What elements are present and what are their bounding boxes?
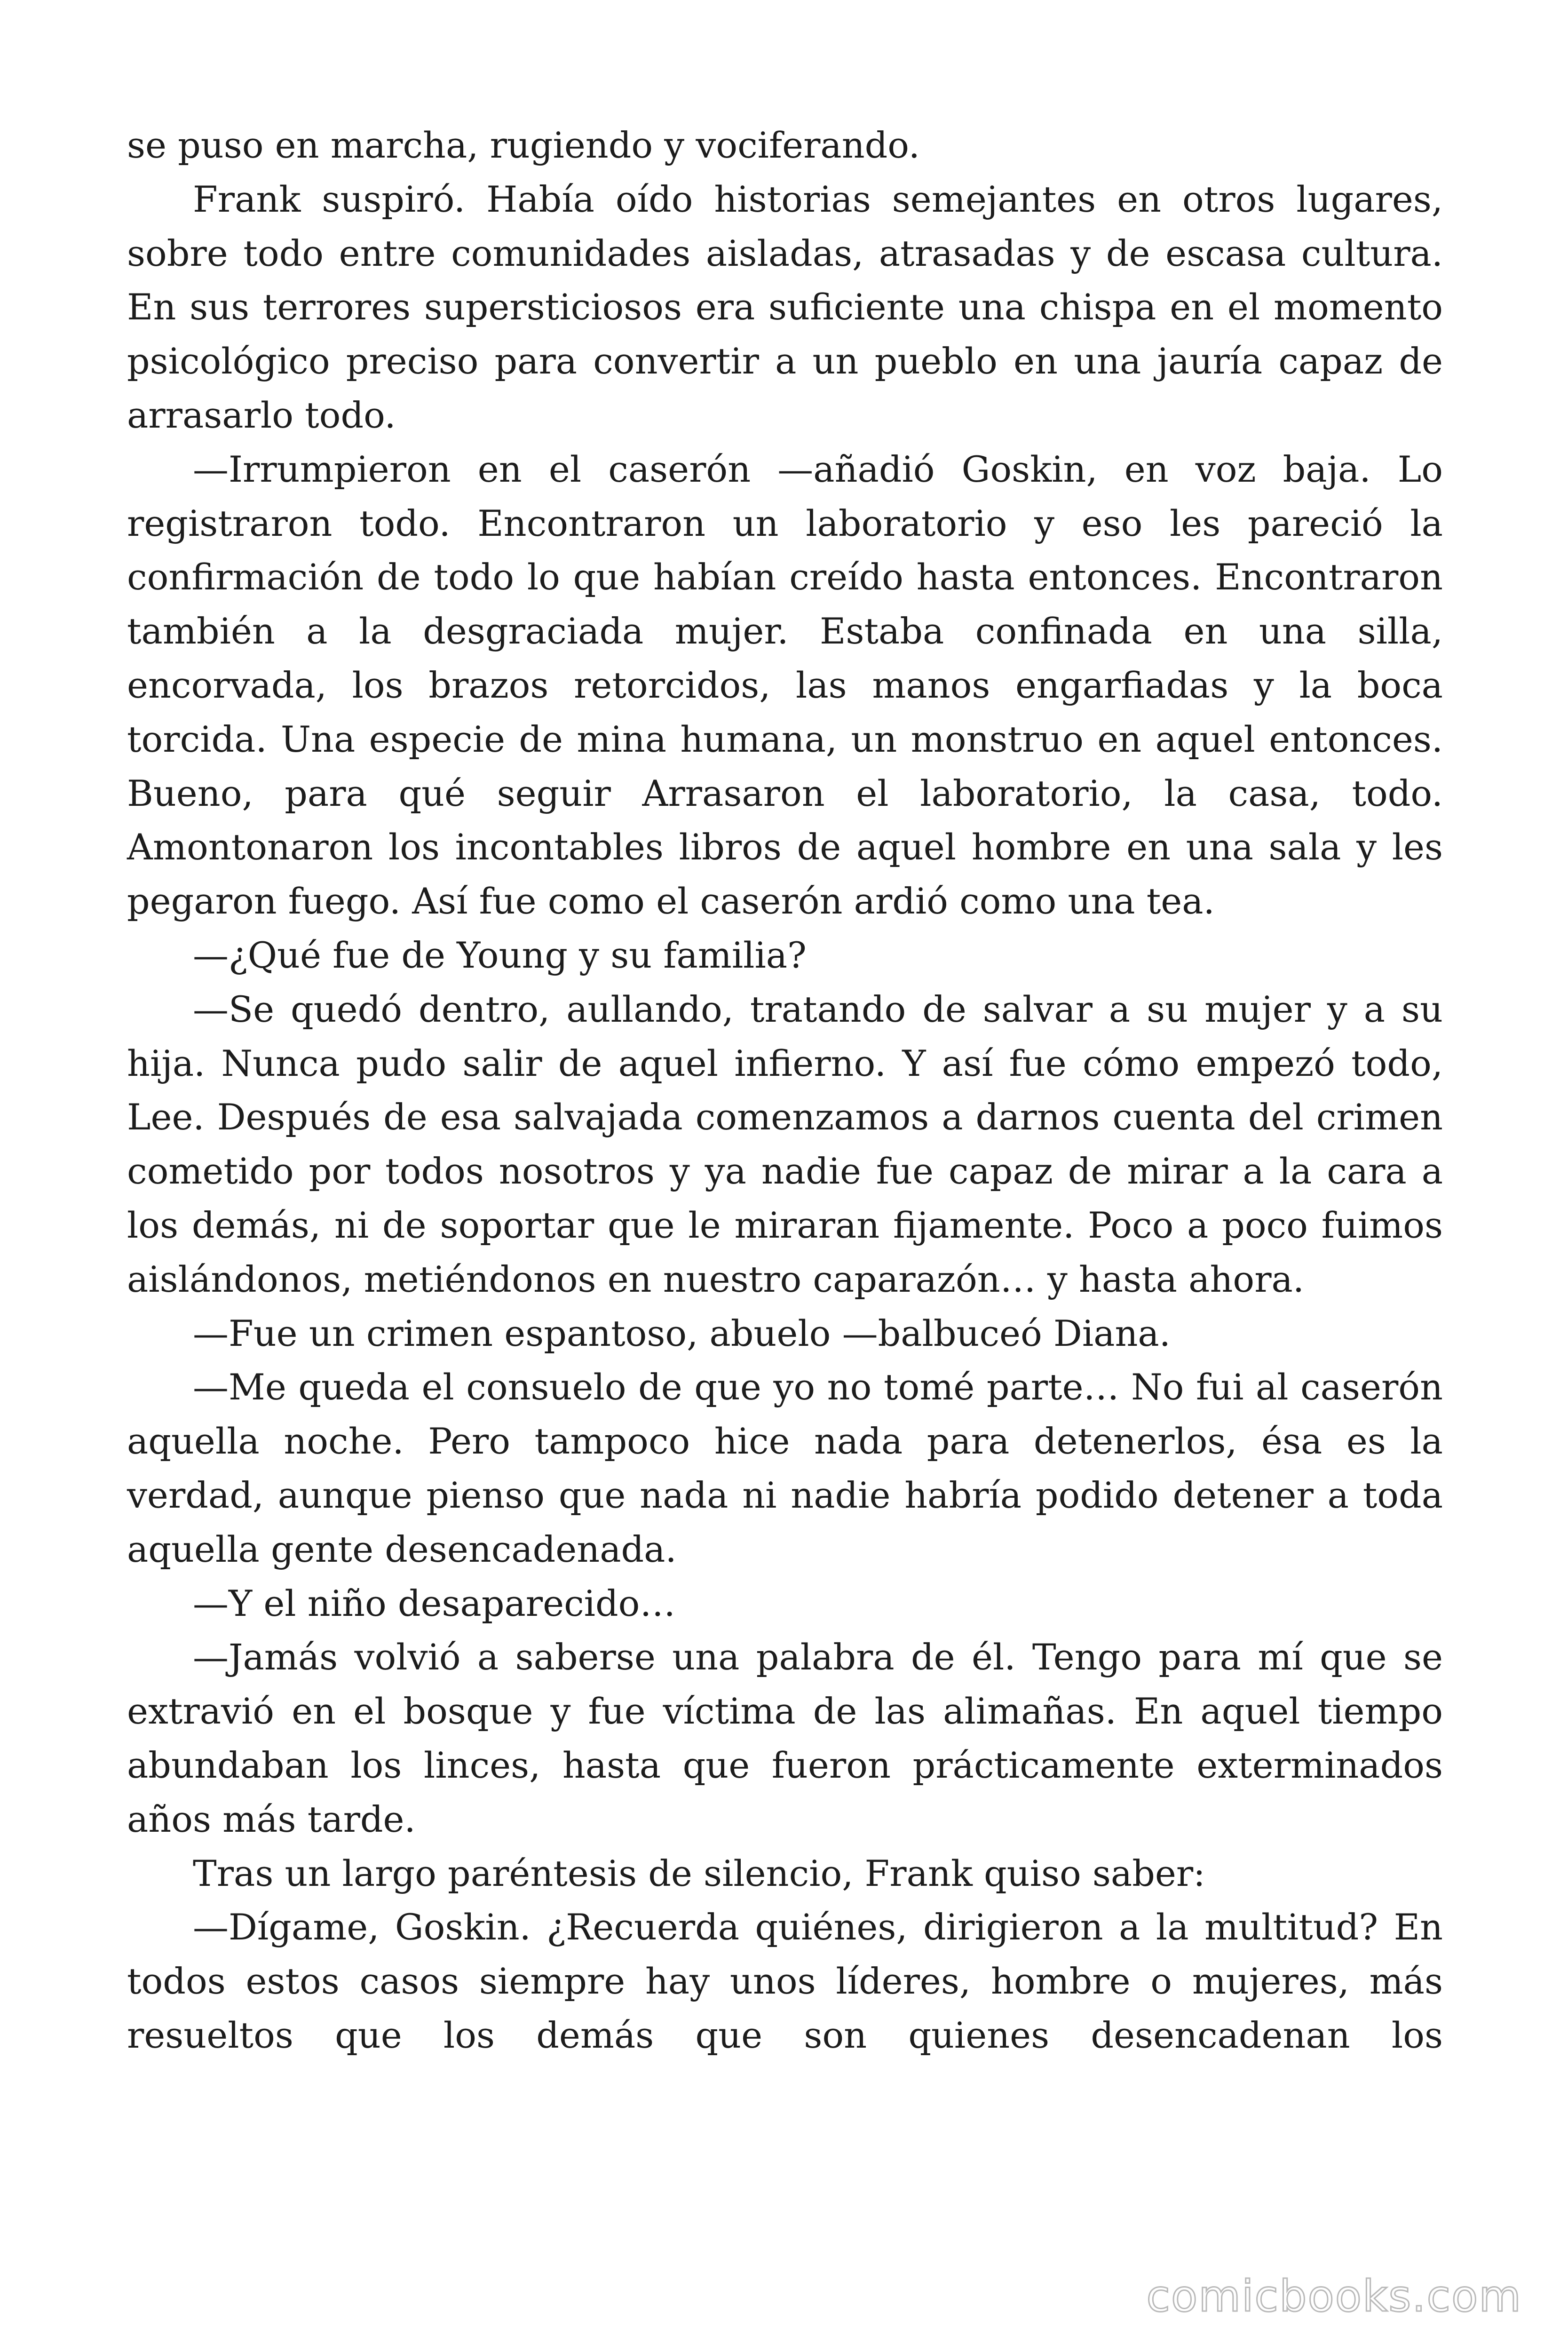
paragraph-nino-desaparecido: —Y el niño desaparecido… [193,1582,676,1624]
paragraph-tras-silencio: Tras un largo paréntesis de silencio, Frank quiso saber: [193,1852,1205,1894]
paragraph-diana: —Fue un crimen espantoso, abuelo —balbuceó Diana. [193,1312,1171,1354]
paragraph-me-queda-consuelo: —Me queda el consuelo de que yo no tomé parte… No fui al caserón aquella noche. Pero tampoco hice nada para detenerlos, ésa es la verdad, aunque pienso que nada ni nadie habría podido detener a toda aquella gente desencadenada. [127,1366,1443,1570]
paragraph-se-quedo-dentro: —Se quedó dentro, aullando, tratando de salvar a su mujer y a su hija. Nunca pudo salir de aquel infierno. Y así fue cómo empezó todo, Lee. Después de esa salvajada comenzamos a darnos cuenta del crimen cometido por todos nosotros y ya nadie fue capaz de mirar a la cara a los demás, ni de soportar que le miraran fijamente. Poco a poco fuimos aislándonos, metiéndonos en nuestro caparazón… y hasta ahora. [127,988,1443,1300]
book-page-text [127,119,1443,2063]
paragraph-frank-sigh: Frank suspiró. Había oído historias semejantes en otros lugares, sobre todo entre comunidades aisladas, atrasadas y de escasa cultura. En sus terrores supersticiosos era suficiente una chispa en el momento psicológico preciso para convertir a un pueblo en una jauría capaz de arrasarlo todo. [127,178,1443,436]
watermark-logo: comicbooks.com [1146,2271,1522,2321]
paragraph-jamas-volvio: —Jamás volvió a saberse una palabra de él. Tengo para mí que se extravió en el bosque y fue víctima de las alimañas. En aquel tiempo abundaban los linces, hasta que fueron prácticamente exterminados años más tarde. [127,1636,1443,1840]
paragraph-goskin-irrumpieron: —Irrumpieron en el caserón —añadió Goskin, en voz baja. Lo registraron todo. Encontraron un laboratorio y eso les pareció la confirmación de todo lo que habían creído hasta entonces. Encontraron también a la desgraciada mujer. Estaba confinada en una silla, encorvada, los brazos retorcidos, las manos engarfiadas y la boca torcida. Una especie de mina humana, un monstruo en aquel entonces. Bueno, para qué seguir Arrasaron el laboratorio, la casa, todo. Amontonaron los incontables libros de aquel hombre en una sala y les pegaron fuego. Así fue como el caserón ardió como una tea. [127,448,1443,922]
paragraph-question-young: —¿Qué fue de Young y su familia? [193,934,807,976]
paragraph-digame-goskin: —Dígame, Goskin. ¿Recuerda quiénes, dirigieron a la multitud? En todos estos casos siempre hay unos líderes, hombre o mujeres, más resueltos que los demás que son quienes desencadenan los [127,1906,1443,2056]
paragraph-continuation: se puso en marcha, rugiendo y vociferando. [127,124,920,166]
